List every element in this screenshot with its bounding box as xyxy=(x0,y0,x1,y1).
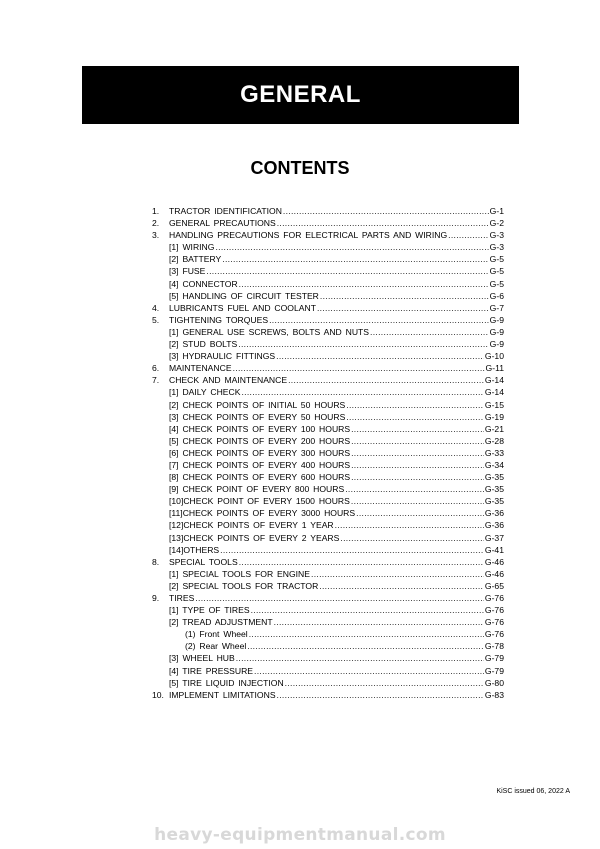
toc-entry-body xyxy=(169,265,504,277)
toc-entry-body xyxy=(169,568,504,580)
toc-entry[interactable] xyxy=(152,265,504,277)
dot-leader xyxy=(276,350,484,362)
toc-entry-title: [11]CHECK POINTS OF EVERY 3000 HOURS xyxy=(169,508,356,519)
toc-entry-title: [14]OTHERS xyxy=(169,544,220,555)
toc-entry-title: [4] CONNECTOR xyxy=(169,278,238,289)
toc-entry-body xyxy=(169,278,504,290)
toc-entry[interactable] xyxy=(152,483,504,495)
toc-entry-number: 7. xyxy=(152,375,160,386)
toc-entry[interactable] xyxy=(152,314,504,326)
toc-entry-title: [3] FUSE xyxy=(169,266,206,277)
toc-entry-body xyxy=(185,640,504,652)
toc-entry-title: [3] WHEEL HUB xyxy=(169,653,235,664)
toc-entry[interactable] xyxy=(152,628,504,640)
toc-entry[interactable] xyxy=(152,302,504,314)
toc-entry-title: [1] SPECIAL TOOLS FOR ENGINE xyxy=(169,568,310,579)
dot-leader xyxy=(317,302,489,314)
toc-entry-title: [3] CHECK POINTS OF EVERY 50 HOURS xyxy=(169,411,346,422)
toc-entry[interactable] xyxy=(152,229,504,241)
toc-entry-body xyxy=(169,519,504,531)
dot-leader xyxy=(320,290,489,302)
toc-entry-title: [13]CHECK POINTS OF EVERY 2 YEARS xyxy=(169,532,340,543)
toc-entry-body xyxy=(169,652,504,664)
dot-leader xyxy=(222,253,488,265)
toc-entry[interactable] xyxy=(152,677,504,689)
toc-entry[interactable] xyxy=(152,689,504,701)
toc-entry-title: [2] SPECIAL TOOLS FOR TRACTOR xyxy=(169,580,319,591)
contents-heading: CONTENTS xyxy=(250,158,350,178)
toc-entry[interactable] xyxy=(152,532,504,544)
dot-leader xyxy=(285,677,484,689)
toc-entry-body xyxy=(169,532,504,544)
toc-entry-page: G-9 xyxy=(489,326,504,337)
toc-entry-page: G-79 xyxy=(484,653,504,664)
toc-entry-title: [1] WIRING xyxy=(169,242,215,253)
dot-leader xyxy=(239,556,484,568)
toc-entry-title: [5] CHECK POINTS OF EVERY 200 HOURS xyxy=(169,435,351,446)
toc-entry[interactable] xyxy=(152,423,504,435)
toc-entry-page: G-36 xyxy=(484,508,504,519)
toc-entry-title: [6] CHECK POINTS OF EVERY 300 HOURS xyxy=(169,447,351,458)
toc-entry-title: [10]CHECK POINT OF EVERY 1500 HOURS xyxy=(169,496,350,507)
dot-leader xyxy=(351,459,484,471)
dot-leader xyxy=(206,265,488,277)
toc-entry-title: [2] STUD BOLTS xyxy=(169,339,238,350)
toc-entry[interactable] xyxy=(152,640,504,652)
dot-leader xyxy=(249,628,484,640)
toc-entry[interactable] xyxy=(152,665,504,677)
toc-entry-body xyxy=(169,507,504,519)
toc-entry-body xyxy=(169,471,504,483)
toc-entry-page: G-5 xyxy=(489,278,504,289)
toc-entry-title: CHECK AND MAINTENANCE xyxy=(169,375,288,386)
toc-entry[interactable] xyxy=(152,350,504,362)
toc-entry-title: SPECIAL TOOLS xyxy=(169,556,238,567)
toc-entry-body xyxy=(169,338,504,350)
dot-leader xyxy=(346,411,484,423)
toc-entry[interactable] xyxy=(152,205,504,217)
toc-entry-page: G-76 xyxy=(484,593,504,603)
toc-entry-title: [5] TIRE LIQUID INJECTION xyxy=(169,677,284,688)
toc-entry-page: G-34 xyxy=(484,459,504,470)
dot-leader xyxy=(195,592,484,604)
toc-entry-number: 10. xyxy=(152,689,164,700)
toc-entry-title: TIGHTENING TORQUES xyxy=(169,314,269,325)
toc-entry[interactable] xyxy=(152,217,504,229)
toc-entry[interactable] xyxy=(152,253,504,265)
toc-entry-title: [2] TREAD ADJUSTMENT xyxy=(169,617,273,628)
toc-entry-page: G-9 xyxy=(489,339,504,350)
toc-entry-title: [8] CHECK POINTS OF EVERY 600 HOURS xyxy=(169,472,351,483)
toc-entry-title: TRACTOR IDENTIFICATION xyxy=(169,206,282,216)
toc-entry-body xyxy=(169,447,504,459)
toc-entry[interactable] xyxy=(152,604,504,616)
toc-entry[interactable] xyxy=(152,290,504,302)
toc-entry[interactable] xyxy=(152,399,504,411)
table-of-contents xyxy=(152,205,504,701)
toc-entry[interactable] xyxy=(152,386,504,398)
toc-entry-number: 2. xyxy=(152,218,160,229)
toc-entry-title: [2] BATTERY xyxy=(169,254,222,265)
toc-entry-page: G-46 xyxy=(484,568,504,579)
toc-entry-body xyxy=(169,689,504,701)
dot-leader xyxy=(239,278,489,290)
dot-leader xyxy=(236,652,484,664)
toc-entry[interactable] xyxy=(152,580,504,592)
toc-entry-page: G-14 xyxy=(484,387,504,398)
toc-entry-number: 6. xyxy=(152,363,160,374)
toc-entry-title: (1) Front Wheel xyxy=(185,629,248,640)
toc-entry-page: G-9 xyxy=(489,314,504,325)
toc-entry-page: G-11 xyxy=(485,363,504,374)
toc-entry-body xyxy=(169,423,504,435)
toc-entry-body xyxy=(169,350,504,362)
toc-entry-page: G-2 xyxy=(489,218,504,229)
toc-entry-body xyxy=(169,326,504,338)
toc-entry[interactable] xyxy=(152,338,504,350)
toc-entry[interactable] xyxy=(152,495,504,507)
toc-entry[interactable] xyxy=(152,411,504,423)
toc-entry[interactable] xyxy=(152,447,504,459)
toc-entry-page: G-15 xyxy=(484,399,504,410)
toc-entry[interactable] xyxy=(152,278,504,290)
toc-entry-page: G-83 xyxy=(484,689,504,700)
toc-entry-title: [2] CHECK POINTS OF INITIAL 50 HOURS xyxy=(169,399,346,410)
toc-entry-body xyxy=(169,302,504,314)
toc-entry-title: TIRES xyxy=(169,593,195,603)
watermark: heavy-equipmentmanual.com xyxy=(154,825,446,845)
dot-leader xyxy=(340,532,484,544)
toc-entry-title: [7] CHECK POINTS OF EVERY 400 HOURS xyxy=(169,459,351,470)
toc-entry-title: HANDLING PRECAUTIONS FOR ELECTRICAL PARTS AND WIRING xyxy=(169,230,448,241)
toc-entry-page: G-10 xyxy=(484,351,504,362)
toc-entry-body xyxy=(169,459,504,471)
toc-entry[interactable] xyxy=(152,616,504,628)
section-title-banner xyxy=(82,66,519,124)
toc-entry-title: [4] TIRE PRESSURE xyxy=(169,665,254,676)
toc-entry-body xyxy=(169,362,504,374)
toc-entry-page: G-33 xyxy=(484,447,504,458)
toc-entry[interactable] xyxy=(152,374,504,386)
dot-leader xyxy=(346,399,484,411)
toc-entry[interactable] xyxy=(152,241,504,253)
toc-entry-body xyxy=(169,665,504,677)
dot-leader xyxy=(277,689,484,701)
toc-entry-page: G-35 xyxy=(484,484,504,495)
toc-entry-page: G-37 xyxy=(484,532,504,543)
toc-entry-title: MAINTENANCE xyxy=(169,363,232,374)
toc-entry-body xyxy=(169,314,504,326)
dot-leader xyxy=(274,616,484,628)
toc-entry[interactable] xyxy=(152,459,504,471)
toc-entry-page: G-6 xyxy=(489,290,504,301)
dot-leader xyxy=(345,483,484,495)
toc-entry-page: G-21 xyxy=(484,423,504,434)
toc-entry-title: [5] HANDLING OF CIRCUIT TESTER xyxy=(169,290,319,301)
toc-entry-body xyxy=(185,628,504,640)
toc-entry-body xyxy=(169,229,504,241)
toc-entry[interactable] xyxy=(152,435,504,447)
toc-entry-body xyxy=(169,544,504,556)
toc-entry[interactable] xyxy=(152,556,504,568)
dot-leader xyxy=(215,241,488,253)
toc-entry-page: G-76 xyxy=(484,605,504,616)
dot-leader xyxy=(351,435,484,447)
toc-entry-title: [1] TYPE OF TIRES xyxy=(169,605,250,616)
dot-leader xyxy=(448,229,489,241)
dot-leader xyxy=(238,338,488,350)
toc-entry-page: G-76 xyxy=(484,617,504,628)
toc-entry-number: 1. xyxy=(152,206,160,216)
dot-leader xyxy=(356,507,484,519)
toc-entry-title: [1] DAILY CHECK xyxy=(169,387,241,398)
dot-leader xyxy=(351,447,484,459)
dot-leader xyxy=(247,640,484,652)
toc-entry-page: G-76 xyxy=(484,629,504,640)
dot-leader xyxy=(241,386,483,398)
toc-entry[interactable] xyxy=(152,544,504,556)
dot-leader xyxy=(351,423,484,435)
toc-entry-title: [3] HYDRAULIC FITTINGS xyxy=(169,351,276,362)
toc-entry-body xyxy=(169,290,504,302)
toc-entry-title: [12]CHECK POINTS OF EVERY 1 YEAR xyxy=(169,520,334,531)
toc-entry-body xyxy=(169,386,504,398)
toc-entry-page: G-46 xyxy=(484,556,504,567)
toc-entry-page: G-5 xyxy=(489,254,504,265)
toc-entry-page: G-78 xyxy=(484,641,504,652)
toc-entry-page: G-5 xyxy=(489,266,504,277)
toc-entry-page: G-28 xyxy=(484,435,504,446)
toc-entry-page: G-41 xyxy=(484,544,504,555)
toc-entry[interactable] xyxy=(152,507,504,519)
toc-entry-page: G-80 xyxy=(484,677,504,688)
toc-entry-body xyxy=(169,556,504,568)
toc-entry-page: G-65 xyxy=(484,580,504,591)
dot-leader xyxy=(335,519,484,531)
toc-entry-title: (2) Rear Wheel xyxy=(185,641,247,652)
toc-entry-page: G-1 xyxy=(489,206,504,216)
toc-entry-page: G-35 xyxy=(484,472,504,483)
toc-entry-body xyxy=(169,604,504,616)
toc-entry-page: G-79 xyxy=(484,665,504,676)
toc-entry-body xyxy=(169,483,504,495)
toc-entry-body xyxy=(169,217,504,229)
toc-entry[interactable] xyxy=(152,362,504,374)
toc-entry-number: 3. xyxy=(152,230,160,241)
dot-leader xyxy=(251,604,484,616)
toc-entry-body xyxy=(169,205,504,217)
dot-leader xyxy=(351,495,484,507)
toc-entry-body xyxy=(169,241,504,253)
toc-entry[interactable] xyxy=(152,471,504,483)
toc-entry-page: G-35 xyxy=(484,496,504,507)
toc-entry-title: IMPLEMENT LIMITATIONS xyxy=(169,689,276,700)
issue-note: KiSC issued 06, 2022 A xyxy=(496,788,570,795)
toc-entry-page: G-19 xyxy=(484,411,504,422)
toc-entry-body xyxy=(169,435,504,447)
toc-entry-number: 5. xyxy=(152,314,160,325)
toc-entry-body xyxy=(169,411,504,423)
toc-entry-body xyxy=(169,495,504,507)
dot-leader xyxy=(283,205,489,217)
dot-leader xyxy=(370,326,489,338)
dot-leader xyxy=(269,314,489,326)
toc-entry[interactable] xyxy=(152,326,504,338)
toc-entry-number: 8. xyxy=(152,556,160,567)
toc-entry[interactable] xyxy=(152,519,504,531)
toc-entry-title: GENERAL PRECAUTIONS xyxy=(169,218,276,229)
toc-entry-body xyxy=(169,616,504,628)
toc-entry[interactable] xyxy=(152,592,504,604)
toc-entry-number: 9. xyxy=(152,593,160,603)
toc-entry-page: G-7 xyxy=(489,302,504,313)
toc-entry-page: G-3 xyxy=(489,242,504,253)
toc-entry-body xyxy=(169,399,504,411)
toc-entry[interactable] xyxy=(152,568,504,580)
toc-entry-page: G-3 xyxy=(489,230,504,241)
toc-entry-body xyxy=(169,253,504,265)
dot-leader xyxy=(319,580,484,592)
dot-leader xyxy=(288,374,484,386)
section-title: GENERAL xyxy=(240,81,361,108)
toc-entry-body xyxy=(169,374,504,386)
toc-entry[interactable] xyxy=(152,652,504,664)
toc-entry-page: G-36 xyxy=(484,520,504,531)
toc-entry-title: [9] CHECK POINT OF EVERY 800 HOURS xyxy=(169,484,345,495)
toc-entry-body xyxy=(169,592,504,604)
dot-leader xyxy=(277,217,489,229)
dot-leader xyxy=(254,665,484,677)
toc-entry-body xyxy=(169,677,504,689)
toc-entry-title: [4] CHECK POINTS OF EVERY 100 HOURS xyxy=(169,423,351,434)
toc-entry-title: [1] GENERAL USE SCREWS, BOLTS AND NUTS xyxy=(169,326,370,337)
dot-leader xyxy=(220,544,484,556)
dot-leader xyxy=(351,471,484,483)
dot-leader xyxy=(311,568,484,580)
toc-entry-page: G-14 xyxy=(484,375,504,386)
toc-entry-body xyxy=(169,580,504,592)
toc-entry-title: LUBRICANTS FUEL AND COOLANT xyxy=(169,302,316,313)
dot-leader xyxy=(233,362,485,374)
toc-entry-number: 4. xyxy=(152,302,160,313)
